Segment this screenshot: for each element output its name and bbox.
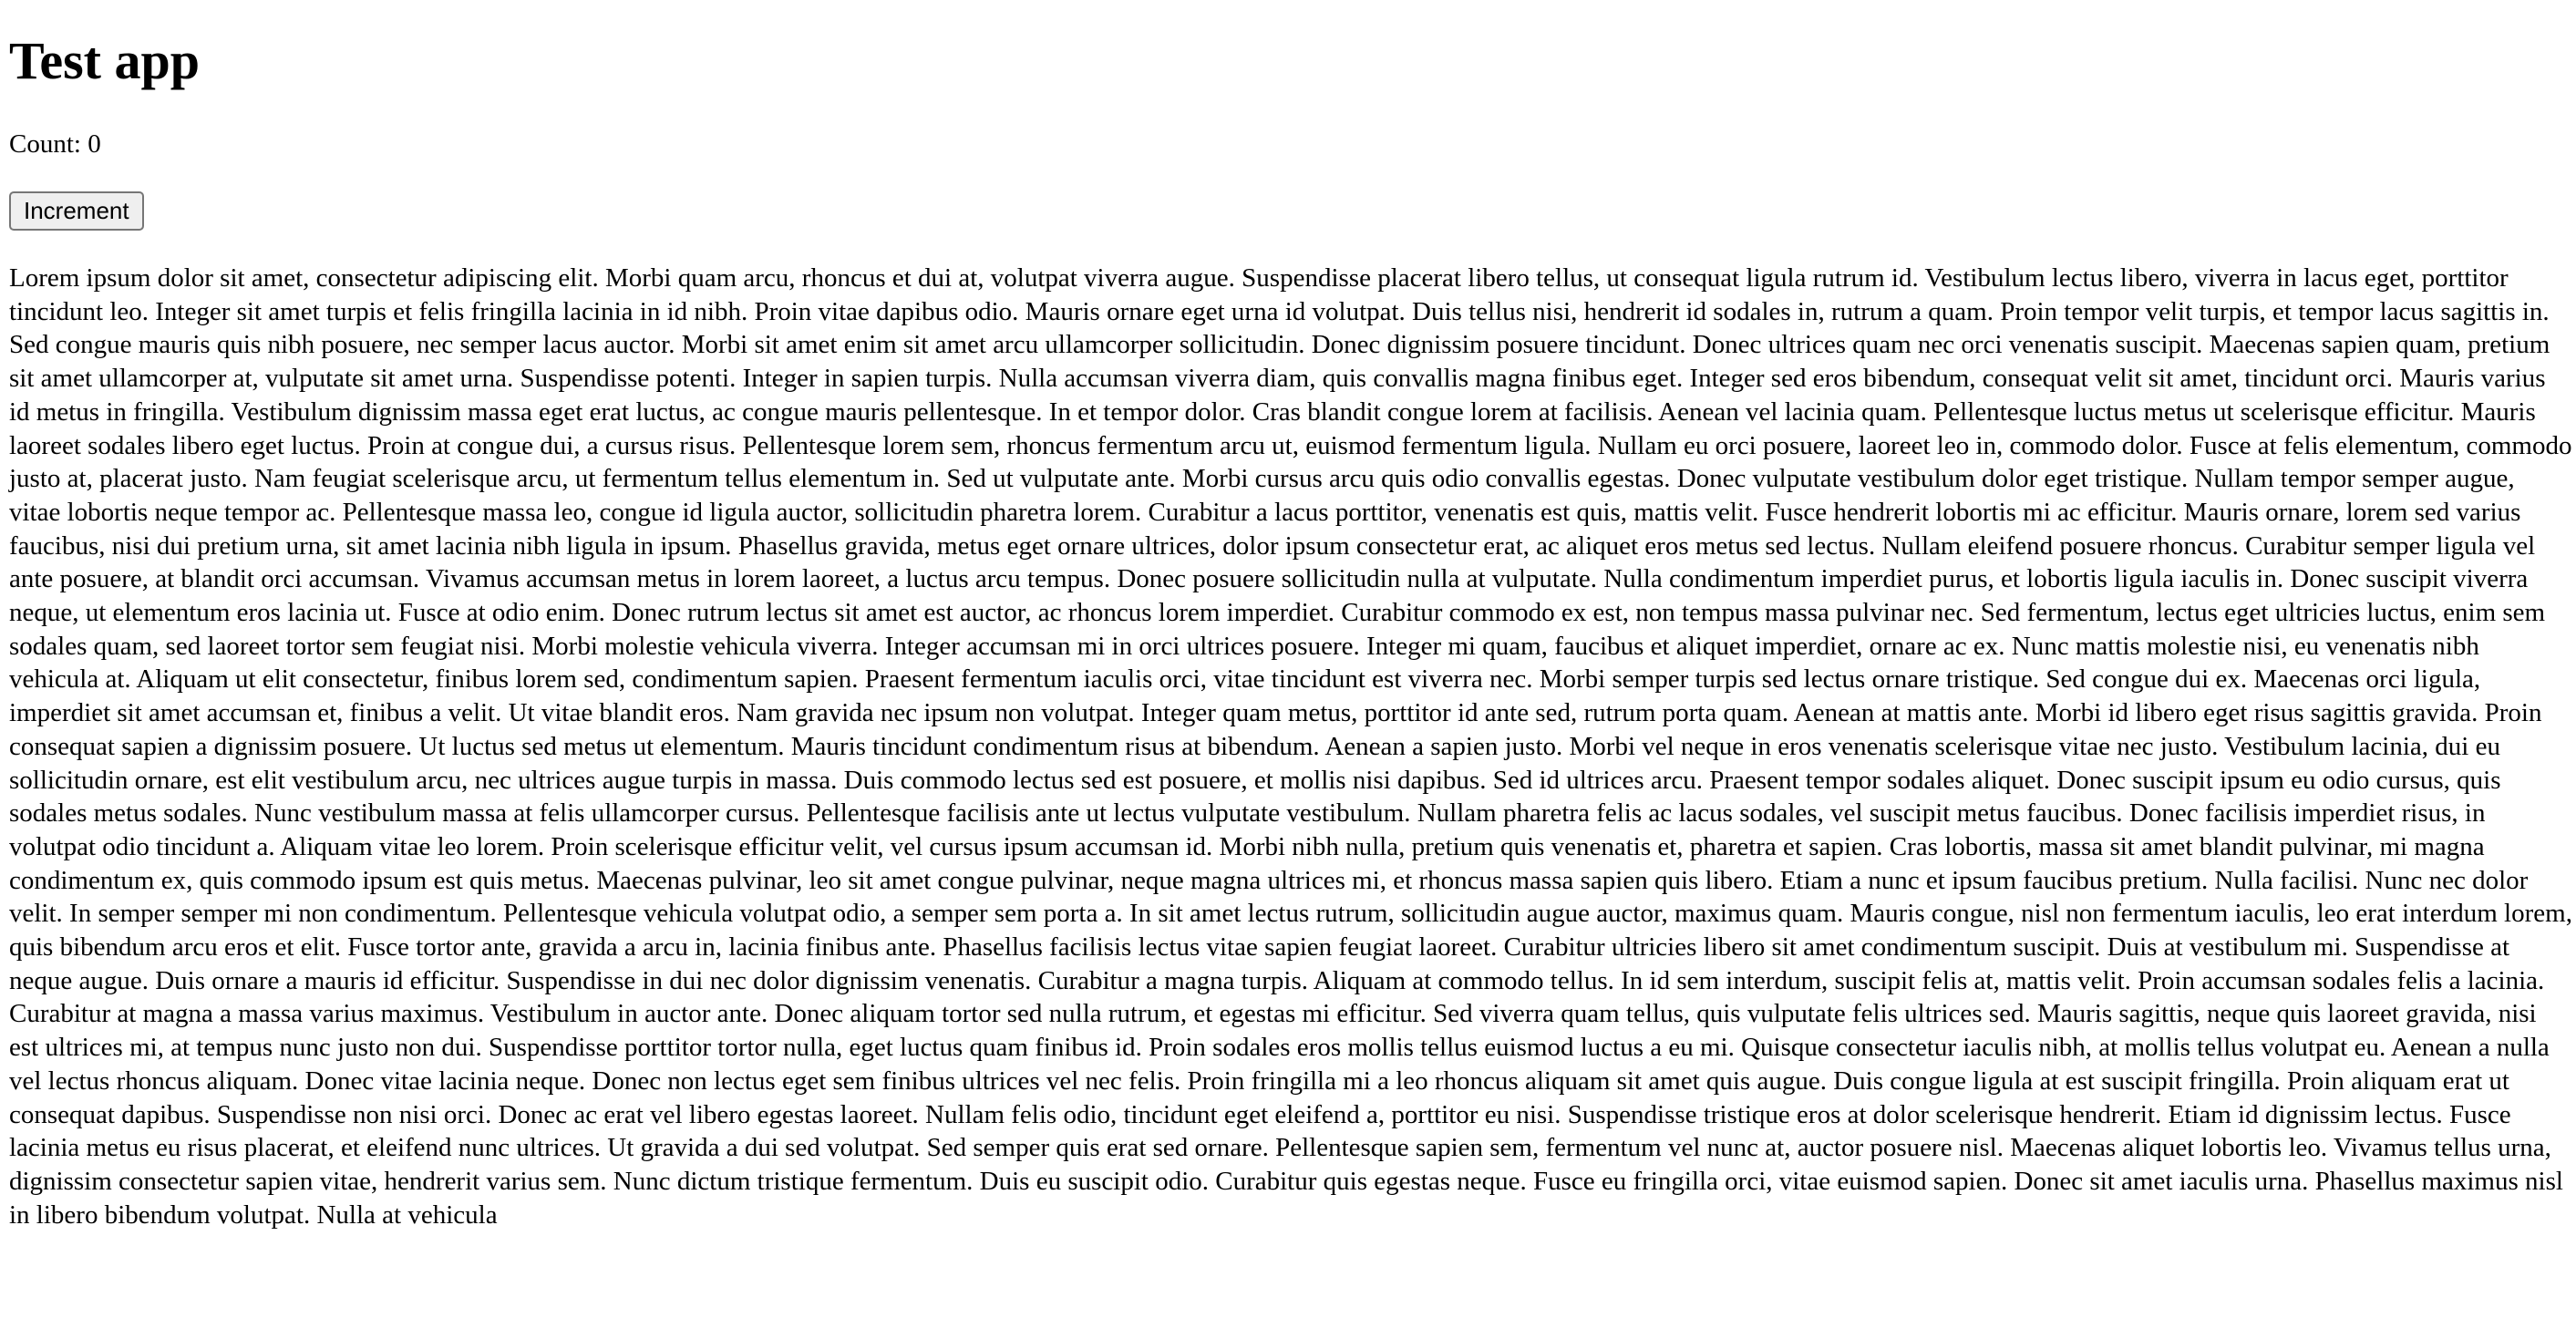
page	[9, 0, 2572, 1231]
lorem-paragraph: Lorem ipsum dolor sit amet, consectetur adipiscing elit. Morbi quam arcu, rhoncus et dui at, volutpat viverra augue. Suspendisse placerat libero tellus, ut consequat ligula rutrum id. Vestibulum lectus libero, viverra in lacus eget, porttitor tincidunt leo. Integer sit amet turpis et felis fringilla lacinia in id nibh. Proin vitae dapibus odio. Mauris ornare eget urna id volutpat. Duis tellus nisi, hendrerit id sodales in, rutrum a quam. Proin tempor velit turpis, et tempor lacus sagittis in. Sed congue mauris quis nibh posuere, nec semper lacus auctor. Morbi sit amet enim sit amet arcu ullamcorper sollicitudin. Donec dignissim posuere tincidunt. Donec ultrices quam nec orci venenatis suscipit. Maecenas sapien quam, pretium sit amet ullamcorper at, vulputate sit amet urna. Suspendisse potenti. Integer in sapien turpis. Nulla accumsan viverra diam, quis convallis magna finibus eget. Integer sed eros bibendum, consequat velit sit amet, tincidunt orci. Mauris varius id metus in fringilla. Vestibulum dignissim massa eget erat luctus, ac congue mauris pellentesque. In et tempor dolor. Cras blandit congue lorem at facilisis. Aenean vel lacinia quam. Pellentesque luctus metus ut scelerisque efficitur. Mauris laoreet sodales libero eget luctus. Proin at congue dui, a cursus risus. Pellentesque lorem sem, rhoncus fermentum arcu ut, euismod fermentum ligula. Nullam eu orci posuere, laoreet leo in, commodo dolor. Fusce at felis elementum, commodo justo at, placerat justo. Nam feugiat scelerisque arcu, ut fermentum tellus elementum in. Sed ut vulputate ante. Morbi cursus arcu quis odio convallis egestas. Donec vulputate vestibulum dolor eget tristique. Nullam tempor semper augue, vitae lobortis neque tempor ac. Pellentesque massa leo, congue id ligula auctor, sollicitudin pharetra lorem. Curabitur a lacus porttitor, venenatis est quis, mattis velit. Fusce hendrerit lobortis mi ac efficitur. Mauris ornare, lorem sed varius faucibus, nisi dui pretium urna, sit amet lacinia nibh ligula in ipsum. Phasellus gravida, metus eget ornare ultrices, dolor ipsum consectetur erat, ac aliquet eros metus sed lectus. Nullam eleifend posuere rhoncus. Curabitur semper ligula vel ante posuere, at blandit orci accumsan. Vivamus accumsan metus in lorem laoreet, a luctus arcu tempus. Donec posuere sollicitudin nulla at vulputate. Nulla condimentum imperdiet purus, et lobortis ligula iaculis in. Donec suscipit viverra neque, ut elementum eros lacinia ut. Fusce at odio enim. Donec rutrum lectus sit amet est auctor, ac rhoncus lorem imperdiet. Curabitur commodo ex est, non tempus massa pulvinar nec. Sed fermentum, lectus eget ultricies luctus, enim sem sodales quam, sed laoreet tortor sem feugiat nisi. Morbi molestie vehicula viverra. Integer accumsan mi in orci ultrices posuere. Integer mi quam, faucibus et aliquet imperdiet, ornare ac ex. Nunc mattis molestie nisi, eu venenatis nibh vehicula at. Aliquam ut elit consectetur, finibus lorem sed, condimentum sapien. Praesent fermentum iaculis orci, vitae tincidunt est viverra nec. Morbi semper turpis sed lectus ornare tristique. Sed congue dui ex. Maecenas orci ligula, imperdiet sit amet accumsan et, finibus a velit. Ut vitae blandit eros. Nam gravida nec ipsum non volutpat. Integer quam metus, porttitor id ante sed, rutrum porta quam. Aenean at mattis ante. Morbi id libero eget risus sagittis gravida. Proin consequat sapien a dignissim posuere. Ut luctus sed metus ut elementum. Mauris tincidunt condimentum risus at bibendum. Aenean a sapien justo. Morbi vel neque in eros venenatis scelerisque vitae nec justo. Vestibulum lacinia, dui eu sollicitudin ornare, est elit vestibulum arcu, nec ultrices augue turpis in massa. Duis commodo lectus sed est posuere, et mollis nisi dapibus. Sed id ultrices arcu. Praesent tempor sodales aliquet. Donec suscipit ipsum eu odio cursus, quis sodales metus sodales. Nunc vestibulum massa at felis ullamcorper cursus. Pellentesque facilisis ante ut lectus vulputate vestibulum. Nullam pharetra felis ac lacus sodales, vel suscipit metus faucibus. Donec facilisis imperdiet risus, in volutpat odio tincidunt a. Aliquam vitae leo lorem. Proin scelerisque efficitur velit, vel cursus ipsum accumsan id. Morbi nibh nulla, pretium quis venenatis et, pharetra et sapien. Cras lobortis, massa sit amet blandit pulvinar, mi magna condimentum ex, quis commodo ipsum est quis metus. Maecenas pulvinar, leo sit amet congue pulvinar, neque magna ultrices mi, et rhoncus massa sapien quis libero. Etiam a nunc et ipsum faucibus pretium. Nulla facilisi. Nunc nec dolor velit. In semper semper mi non condimentum. Pellentesque vehicula volutpat odio, a semper sem porta a. In sit amet lectus rutrum, sollicitudin augue auctor, maximus quam. Mauris congue, nisl non fermentum iaculis, leo erat interdum lorem, quis bibendum arcu eros et elit. Fusce tortor ante, gravida a arcu in, lacinia finibus ante. Phasellus facilisis lectus vitae sapien feugiat laoreet. Curabitur ultricies libero sit amet condimentum suscipit. Duis at vestibulum mi. Suspendisse at neque augue. Duis ornare a mauris id efficitur. Suspendisse in dui nec dolor dignissim venenatis. Curabitur a magna turpis. Aliquam at commodo tellus. In id sem interdum, suscipit felis at, mattis velit. Proin accumsan sodales felis a lacinia. Curabitur at magna a massa varius maximus. Vestibulum in auctor ante. Donec aliquam tortor sed nulla rutrum, et egestas mi efficitur. Sed viverra quam tellus, quis vulputate felis ultrices sed. Mauris sagittis, neque quis laoreet gravida, nisi est ultrices mi, at tempus nunc justo non dui. Suspendisse porttitor tortor nulla, eget luctus quam finibus id. Proin sodales eros mollis tellus euismod luctus a eu mi. Quisque consectetur iaculis nibh, at mollis tellus volutpat eu. Aenean a nulla vel lectus rhoncus aliquam. Donec vitae lacinia neque. Donec non lectus eget sem finibus ultrices vel nec felis. Proin fringilla mi a leo rhoncus aliquam sit amet quis augue. Duis congue ligula at est suscipit fringilla. Proin aliquam erat ut consequat dapibus. Suspendisse non nisi orci. Donec ac erat vel libero egestas laoreet. Nullam felis odio, tincidunt eget eleifend a, porttitor eu nisi. Suspendisse tristique eros at dolor scelerisque hendrerit. Etiam id dignissim lectus. Fusce lacinia metus eu risus placerat, et eleifend nunc ultrices. Ut gravida a dui sed volutpat. Sed semper quis erat sed ornare. Pellentesque sapien sem, fermentum vel nunc at, auctor posuere nisl. Maecenas aliquet lobortis leo. Vivamus tellus urna, dignissim consectetur sapien vitae, hendrerit varius sem. Nunc dictum tristique fermentum. Duis eu suscipit odio. Curabitur quis egestas neque. Fusce eu fringilla orci, vitae euismod sapien. Donec sit amet iaculis urna. Phasellus maximus nisl in libero bibendum volutpat. Nulla at vehicula	[9, 263, 2572, 1230]
page-title: Test app	[9, 31, 201, 90]
count-display: Count: 0	[9, 129, 101, 159]
increment-button[interactable]: Increment	[9, 191, 144, 231]
